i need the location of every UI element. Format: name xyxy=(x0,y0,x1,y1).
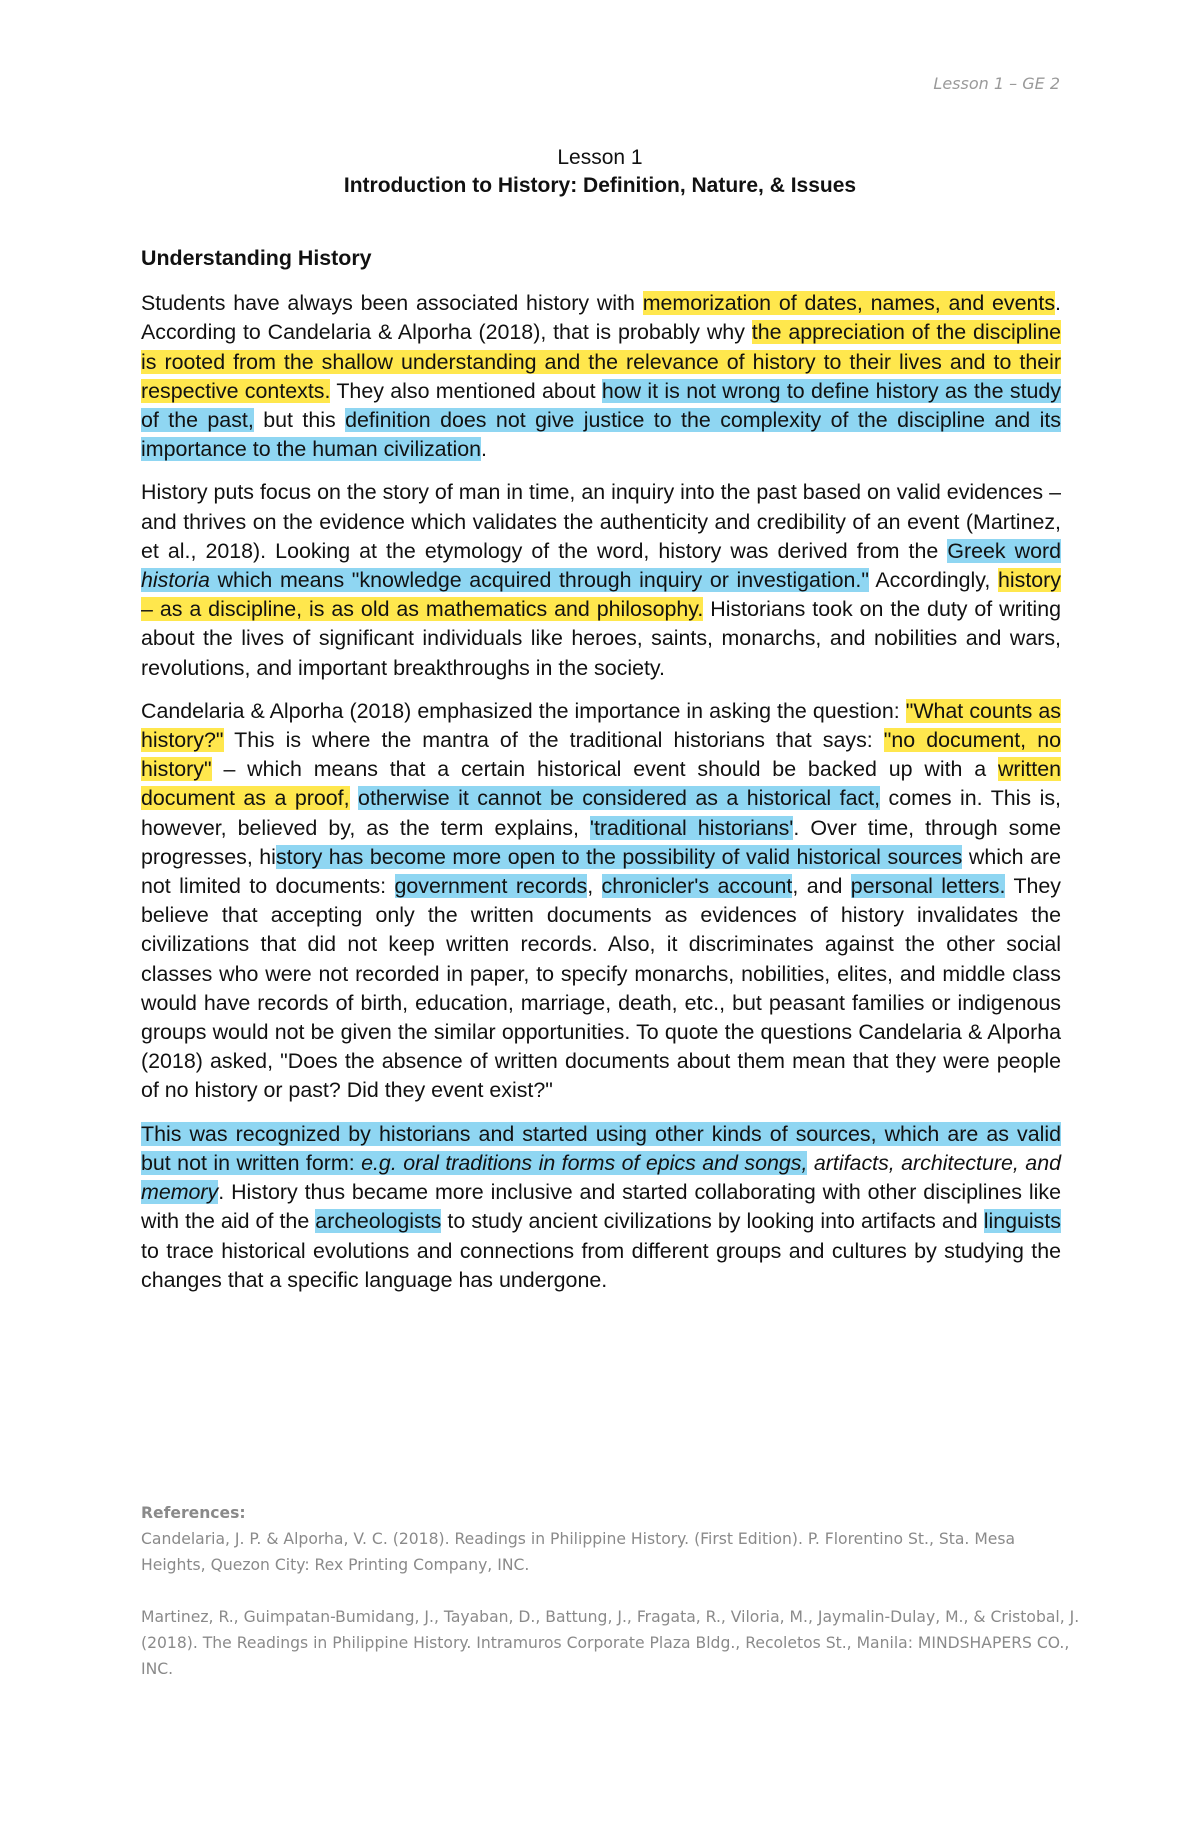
text-run: . History thus became more inclusive and started collaborating with other disciplines like with the aid of the xyxy=(141,1180,1061,1234)
lesson-title: Introduction to History: Definition, Nature, & Issues xyxy=(343,174,857,197)
paragraph-1 xyxy=(141,289,1061,464)
highlight-blue-italic: historia xyxy=(141,568,210,593)
text-run: History puts focus on the story of man in time, an inquiry into the past based on valid evidences – and thrives on the evidence which validates the authenticity and credibility of an event (Martinez, et al., 2018). Looking at the etymology of the word, history was derived from the xyxy=(141,480,1061,563)
reference-item: Martinez, R., Guimpatan-Bumidang, J., Tayaban, D., Battung, J., Fragata, R., Viloria, M., Jaymalin-Dulay, M., & Cristobal, J. (2018). The Readings in Philippine History. Intramuros Corporate Plaza Bldg., Recoletos St., Manila: MINDSHAPERS CO., INC. xyxy=(141,1608,1080,1678)
highlight-blue: which means "knowledge acquired through inquiry or investigation." xyxy=(209,568,869,593)
references-heading: References: xyxy=(141,1504,246,1522)
text-run: comes in. This is, however, believed by, as the term explains, xyxy=(141,786,1061,840)
text-run: . According to Candelaria & Alporha (2018), that is probably why xyxy=(141,291,1061,345)
text-run: to study ancient civilizations by looking into artifacts and xyxy=(441,1209,984,1234)
highlight-blue: Greek word xyxy=(947,538,1062,563)
body-text xyxy=(141,244,1061,1309)
text-run: Historians took on the duty of writing about the lives of significant individuals like heroes, saints, monarchs, and nobilities and wars, revolutions, and important breakthroughs in the society. xyxy=(141,597,1061,680)
highlight-yellow: memorization of dates, names, and events xyxy=(642,291,1056,316)
highlight-blue: This was recognized by historians and started using other kinds of sources, which are as valid but not in written form: xyxy=(141,1121,1061,1175)
section-heading: Understanding History xyxy=(141,246,372,270)
highlight-yellow: "no document, no history" xyxy=(141,728,1061,782)
text-run: which are not limited to documents: xyxy=(141,844,1062,899)
highlight-blue: government records xyxy=(394,874,588,899)
highlight-blue: otherwise it cannot be considered as a historical fact, xyxy=(358,786,881,811)
text-run: to trace historical evolutions and connections from different groups and cultures by studying the changes that a specific language has undergone. xyxy=(141,1238,1061,1292)
text-run: Accordingly, xyxy=(868,568,998,593)
text-run: . Over time, through some progresses, hi xyxy=(141,815,1061,869)
text-run: This is where the mantra of the traditional historians that says: xyxy=(223,728,884,753)
highlight-yellow: history – as a discipline, is as old as mathematics and philosophy. xyxy=(141,568,1061,622)
references xyxy=(141,1500,1081,1708)
text-run: Students have always been associated history with xyxy=(141,291,643,316)
highlight-yellow: written document as a proof, xyxy=(141,757,1061,811)
reference-item: Candelaria, J. P. & Alporha, V. C. (2018). Readings in Philippine History. (First Edition). P. Florentino St., Sta. Mesa Heights, Quezon City: Rex Printing Company, INC. xyxy=(141,1530,1016,1574)
text-run: , xyxy=(587,874,602,899)
highlight-yellow: the appreciation of the discipline is rooted from the shallow understanding and the relevance of history to their lives and to their respective contexts. xyxy=(141,320,1061,403)
text-run: – which means that a certain historical event should be backed up with a xyxy=(211,757,998,782)
highlight-blue: personal letters. xyxy=(850,874,1006,899)
paragraph-3 xyxy=(141,697,1061,1106)
paragraph-2 xyxy=(141,478,1061,682)
highlight-blue-italic: e.g. oral traditions in forms of epics and songs, xyxy=(361,1150,808,1175)
highlight-blue: definition does not give justice to the complexity of the discipline and its importance to the human civilization xyxy=(141,408,1061,462)
text-run-italic: artifacts, architecture, and xyxy=(807,1150,1061,1175)
highlight-blue: chronicler's account xyxy=(601,874,793,899)
text-run: but this xyxy=(253,408,346,433)
running-header: Lesson 1 – GE 2 xyxy=(933,74,1060,93)
highlight-blue: linguists xyxy=(983,1209,1061,1234)
text-run xyxy=(350,786,358,810)
text-run: They also mentioned about xyxy=(330,378,602,403)
highlight-blue: archeologists xyxy=(315,1209,442,1234)
text-run: They believe that accepting only the written documents as evidences of history invalidates the civilizations that did not keep written records. Also, it discriminates against the other social classes who were not recorded in paper, to specify monarchs, nobilities, elites, and middle class would have records of birth, education, marriage, death, etc., but peasant families or indigenous groups would not be given the similar opportunities. To quote the questions Candelaria & Alporha (2018) asked, "Does the absence of written documents about them mean that they were people of no history or past? Did they event exist?" xyxy=(141,874,1061,1103)
text-run: , and xyxy=(792,874,851,899)
highlight-blue-italic: memory xyxy=(141,1180,219,1205)
text-run: Candelaria & Alporha (2018) emphasized the importance in asking the question: xyxy=(141,698,906,723)
lesson-number: Lesson 1 xyxy=(557,146,643,169)
highlight-blue: 'traditional historians' xyxy=(589,815,794,840)
paragraph-4 xyxy=(141,1120,1061,1295)
highlight-blue: how it is not wrong to define history as the study of the past, xyxy=(141,378,1062,433)
text-run: . xyxy=(481,437,487,462)
highlight-blue: story has become more open to the possibility of valid historical sources xyxy=(275,844,963,869)
highlight-yellow: "What counts as history?" xyxy=(141,698,1061,753)
